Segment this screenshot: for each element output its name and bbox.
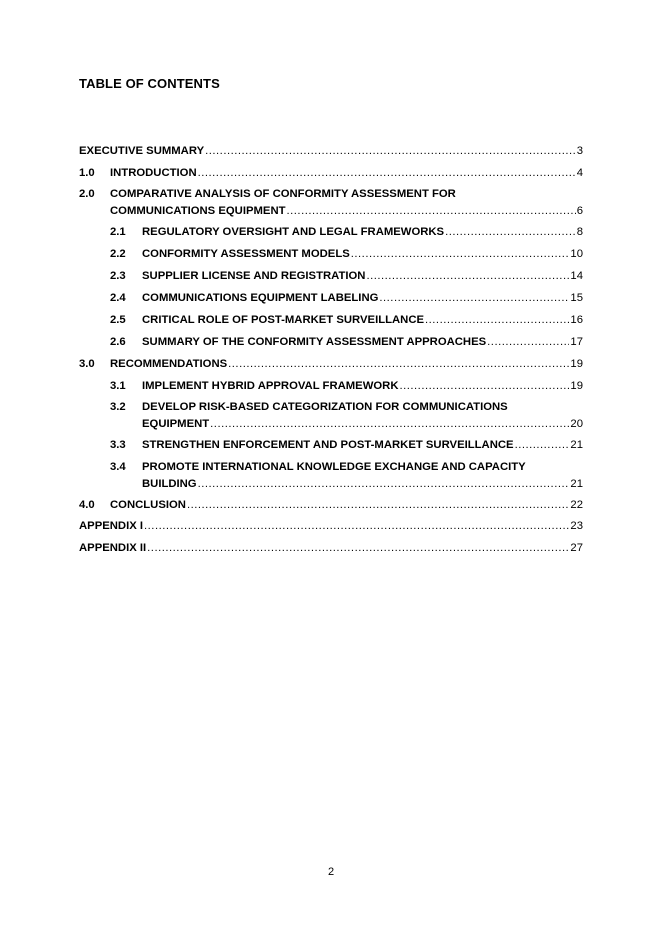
toc-section-number: 2.6 — [110, 336, 126, 348]
toc-entry-recommendations[interactable] — [79, 356, 583, 373]
toc-entry-title: CONCLUSION — [110, 499, 186, 511]
toc-section-number: 2.2 — [110, 248, 126, 260]
toc-title: TABLE OF CONTENTS — [79, 76, 220, 91]
toc-entry-equipment-labeling[interactable] — [110, 290, 583, 307]
toc-page-number: 10 — [570, 248, 583, 260]
page-number: 2 — [327, 866, 335, 878]
toc-entry-regulatory-oversight[interactable] — [110, 224, 583, 241]
toc-entry-supplier-license[interactable] — [110, 268, 583, 285]
leader-dots — [445, 224, 576, 241]
toc-entry-introduction[interactable] — [79, 165, 583, 182]
toc-entry-title: REGULATORY OVERSIGHT AND LEGAL FRAMEWORKS — [142, 226, 445, 238]
toc-section-number: 2.3 — [110, 270, 126, 282]
toc-entry-line — [142, 437, 583, 454]
toc-page-number: 23 — [570, 520, 583, 532]
toc-entry-line — [142, 268, 583, 285]
toc-entry-risk-based-categorization[interactable] — [110, 399, 583, 433]
toc-entry-title: IMPLEMENT HYBRID APPROVAL FRAMEWORK — [142, 380, 399, 392]
toc-entry-line — [110, 165, 583, 182]
toc-page-number: 16 — [570, 314, 583, 326]
toc-entry-line — [110, 203, 583, 220]
toc-entry-line — [79, 518, 583, 535]
leader-dots — [351, 246, 570, 263]
toc-entry-line — [142, 378, 583, 395]
toc-entry-title: APPENDIX I — [79, 520, 144, 532]
toc-entry-strengthen-enforcement[interactable] — [110, 437, 583, 454]
toc-entry-title: CONFORMITY ASSESSMENT MODELS — [142, 248, 350, 260]
toc-section-number: 2.4 — [110, 292, 126, 304]
toc-entry-line — [110, 497, 583, 514]
toc-section-number: 2.0 — [79, 188, 95, 200]
toc-entry-title-line2: COMMUNICATIONS EQUIPMENT — [110, 205, 286, 217]
leader-dots — [399, 378, 569, 395]
toc-entry-line — [142, 246, 583, 263]
toc-section-number: 2.1 — [110, 226, 126, 238]
toc-page-number: 19 — [570, 358, 583, 370]
toc-entry-post-market-role[interactable] — [110, 312, 583, 329]
toc-entry-appendix-ii[interactable] — [79, 540, 583, 557]
leader-dots — [187, 497, 569, 514]
leader-dots — [515, 437, 570, 454]
toc-entry-line — [142, 416, 583, 433]
leader-dots — [198, 165, 576, 182]
toc-entry-executive-summary[interactable] — [79, 143, 583, 160]
leader-dots — [210, 416, 569, 433]
toc-page-number: 6 — [576, 205, 583, 217]
leader-dots — [147, 540, 569, 557]
toc-section-number: 3.1 — [110, 380, 126, 392]
toc-page-number: 21 — [570, 478, 583, 490]
toc-entry-line — [142, 224, 583, 241]
toc-page-number: 27 — [570, 542, 583, 554]
toc-section-number: 3.3 — [110, 439, 126, 451]
toc-section-number: 4.0 — [79, 499, 95, 511]
toc-entry-summary-approaches[interactable] — [110, 334, 583, 351]
toc-entry-title-line1: PROMOTE INTERNATIONAL KNOWLEDGE EXCHANGE AND CAPACITY — [142, 461, 526, 473]
toc-page-number: 15 — [570, 292, 583, 304]
toc-section-number: 1.0 — [79, 167, 95, 179]
toc-page-number: 20 — [570, 418, 583, 430]
toc-entry-title: RECOMMENDATIONS — [110, 358, 228, 370]
leader-dots — [366, 268, 569, 285]
toc-page-number: 14 — [570, 270, 583, 282]
toc-entry-hybrid-approval[interactable] — [110, 378, 583, 395]
toc-entry-title: APPENDIX II — [79, 542, 147, 554]
toc-entry-title: SUPPLIER LICENSE AND REGISTRATION — [142, 270, 366, 282]
toc-entry-title: STRENGTHEN ENFORCEMENT AND POST-MARKET SURVEILLANCE — [142, 439, 514, 451]
leader-dots — [287, 203, 576, 220]
toc-page-number: 17 — [570, 336, 583, 348]
toc-entry-line — [142, 290, 583, 307]
toc-entry-conformity-models[interactable] — [110, 246, 583, 263]
leader-dots — [228, 356, 569, 373]
leader-dots — [205, 143, 576, 160]
toc-section-number: 3.2 — [110, 401, 126, 413]
toc-entry-conclusion[interactable] — [79, 497, 583, 514]
toc-entry-appendix-i[interactable] — [79, 518, 583, 535]
leader-dots — [425, 312, 569, 329]
toc-page-number: 19 — [570, 380, 583, 392]
toc-entry-knowledge-exchange[interactable] — [110, 459, 583, 493]
toc-entry-title: EXECUTIVE SUMMARY — [79, 145, 205, 157]
toc-entry-title-line1: DEVELOP RISK-BASED CATEGORIZATION FOR COMMUNICATIONS — [142, 401, 508, 413]
toc-entry-line — [79, 143, 583, 160]
toc-page-number: 22 — [570, 499, 583, 511]
toc-entry-title: SUMMARY OF THE CONFORMITY ASSESSMENT APPROACHES — [142, 336, 487, 348]
leader-dots — [379, 290, 569, 307]
toc-entry-title-line2: EQUIPMENT — [142, 418, 210, 430]
toc-entry-title: INTRODUCTION — [110, 167, 197, 179]
leader-dots — [487, 334, 569, 351]
toc-page-number: 3 — [576, 145, 583, 157]
toc-section-number: 3.0 — [79, 358, 95, 370]
toc-entry-title-line1: COMPARATIVE ANALYSIS OF CONFORMITY ASSESSMENT FOR — [110, 188, 456, 200]
toc-entry-title-line2: BUILDING — [142, 478, 197, 490]
toc-entry-title: CRITICAL ROLE OF POST-MARKET SURVEILLANCE — [142, 314, 425, 326]
leader-dots — [144, 518, 569, 535]
toc-entry-comparative-analysis[interactable] — [79, 186, 583, 220]
toc-entry-line — [142, 476, 583, 493]
toc-entry-line — [110, 356, 583, 373]
toc-section-number: 3.4 — [110, 461, 126, 473]
toc-page-number: 8 — [576, 226, 583, 238]
toc-entry-line — [142, 312, 583, 329]
toc-entry-line — [79, 540, 583, 557]
toc-section-number: 2.5 — [110, 314, 126, 326]
leader-dots — [198, 476, 570, 493]
toc-entry-line — [142, 334, 583, 351]
toc-page-number: 21 — [570, 439, 583, 451]
toc-page-number: 4 — [576, 167, 583, 179]
toc-entry-title: COMMUNICATIONS EQUIPMENT LABELING — [142, 292, 379, 304]
